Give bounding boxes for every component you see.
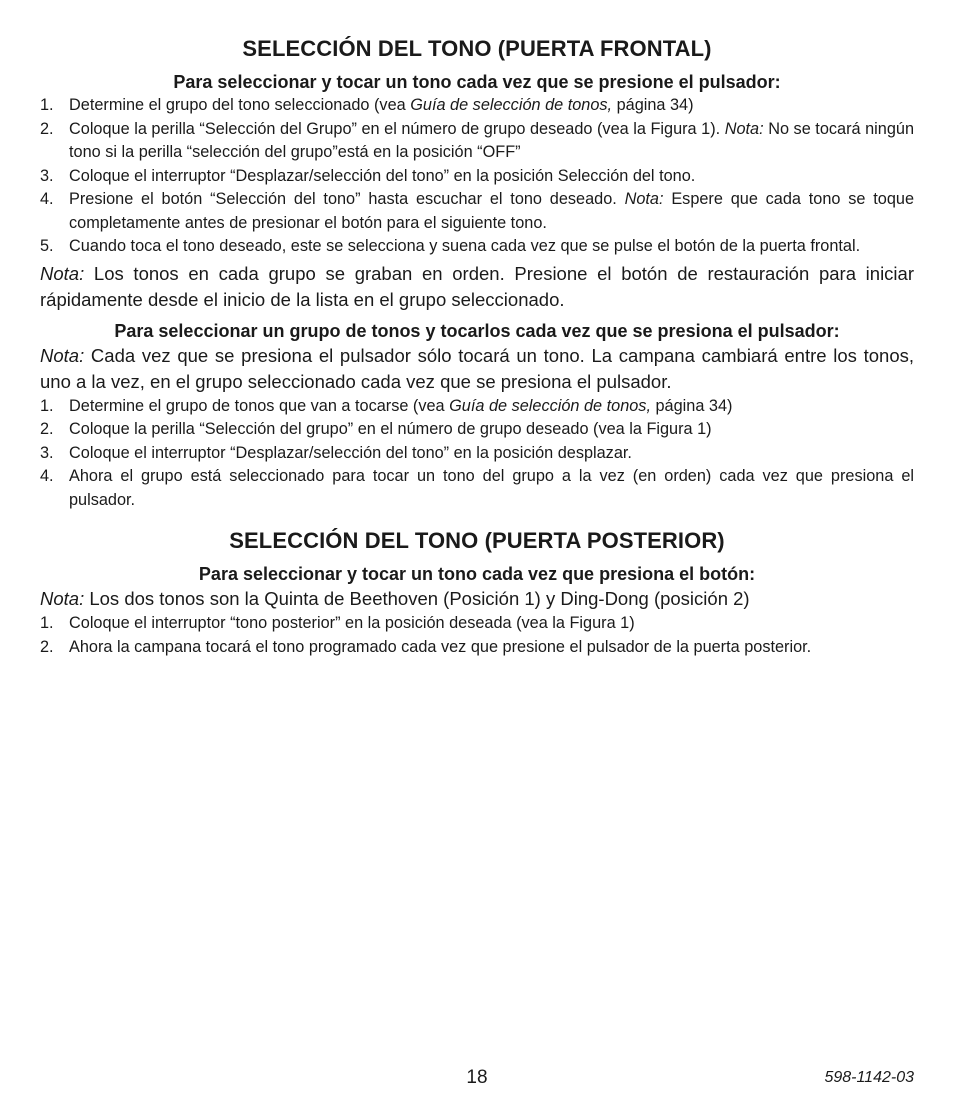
rear-door-note: Nota: Los dos tonos son la Quinta de Beethoven (Posición 1) y Ding-Dong (posición 2) — [40, 588, 750, 609]
document-code: 598-1142-03 — [824, 1069, 914, 1086]
section-front-door-subtitle: Para seleccionar y tocar un tono cada vez que se presione el pulsador: — [173, 72, 781, 92]
group-tones-steps-list — [40, 395, 914, 513]
section-rear-door-subtitle: Para seleccionar y tocar un tono cada vez que presiona el botón: — [198, 564, 756, 584]
section-rear-door-title: SELECCIÓN DEL TONO (PUERTA POSTERIOR) — [229, 528, 725, 553]
list-item: 4. Presione el botón “Selección del tono” hasta escuchar el tono deseado. Nota: Espere que cada tono se toque completamente antes de presionar el botón para el siguiente tono. — [40, 190, 915, 232]
list-item: 1. Determine el grupo del tono seleccionado (vea Guía de selección de tonos, página 34) — [40, 96, 694, 114]
page-number: 18 — [466, 1067, 488, 1088]
list-item: 1. Determine el grupo de tonos que van a tocarse (vea Guía de selección de tonos, página 34) — [40, 396, 733, 415]
rear-door-steps-list — [40, 612, 914, 659]
list-item: 3. Coloque el interruptor “Desplazar/selección del tono” en la posición Selección del tono. — [40, 166, 696, 185]
list-item: 2. Coloque la perilla “Selección del Grupo” en el número de grupo deseado (vea la Figura 1). Nota: No se tocará ningún tono si la perilla “selección del grupo”está en la posición “OFF” — [40, 119, 915, 161]
list-item: 2. Coloque la perilla “Selección del grupo” en el número de grupo deseado (vea la Figura 1) — [40, 420, 712, 438]
list-item: 5. Cuando toca el tono deseado, este se selecciona y suena cada vez que se pulse el botón de la puerta frontal. — [40, 237, 861, 255]
group-tones-subtitle: Para seleccionar un grupo de tonos y tocarlos cada vez que se presiona el pulsador: — [114, 320, 840, 341]
list-item: 4. Ahora el grupo está seleccionado para tocar un tono del grupo a la vez (en orden) cada vez que presiona el pulsador. — [40, 467, 914, 509]
manual-page — [40, 34, 914, 659]
list-item: 2. Ahora la campana tocará el tono programado cada vez que presione el pulsador de la puerta posterior. — [40, 637, 812, 656]
section-front-door-title: SELECCIÓN DEL TONO (PUERTA FRONTAL) — [242, 36, 712, 61]
front-door-note: Nota: Los tonos en cada grupo se graban en orden. Presione el botón de restauración para iniciar rápidamente desde el inicio de la lista en el grupo seleccionado. — [40, 262, 914, 310]
list-item: 1. Coloque el interruptor “tono posterior” en la posición deseada (vea la Figura 1) — [40, 614, 635, 632]
group-tones-note: Nota: Cada vez que se presiona el pulsador sólo tocará un tono. La campana cambiará entre los tonos, uno a la vez, en el grupo seleccionado cada vez que se presiona el pulsador. — [40, 344, 914, 392]
front-door-steps-list — [40, 94, 914, 259]
list-item: 3. Coloque el interruptor “Desplazar/selección del tono” en la posición desplazar. — [40, 443, 632, 462]
